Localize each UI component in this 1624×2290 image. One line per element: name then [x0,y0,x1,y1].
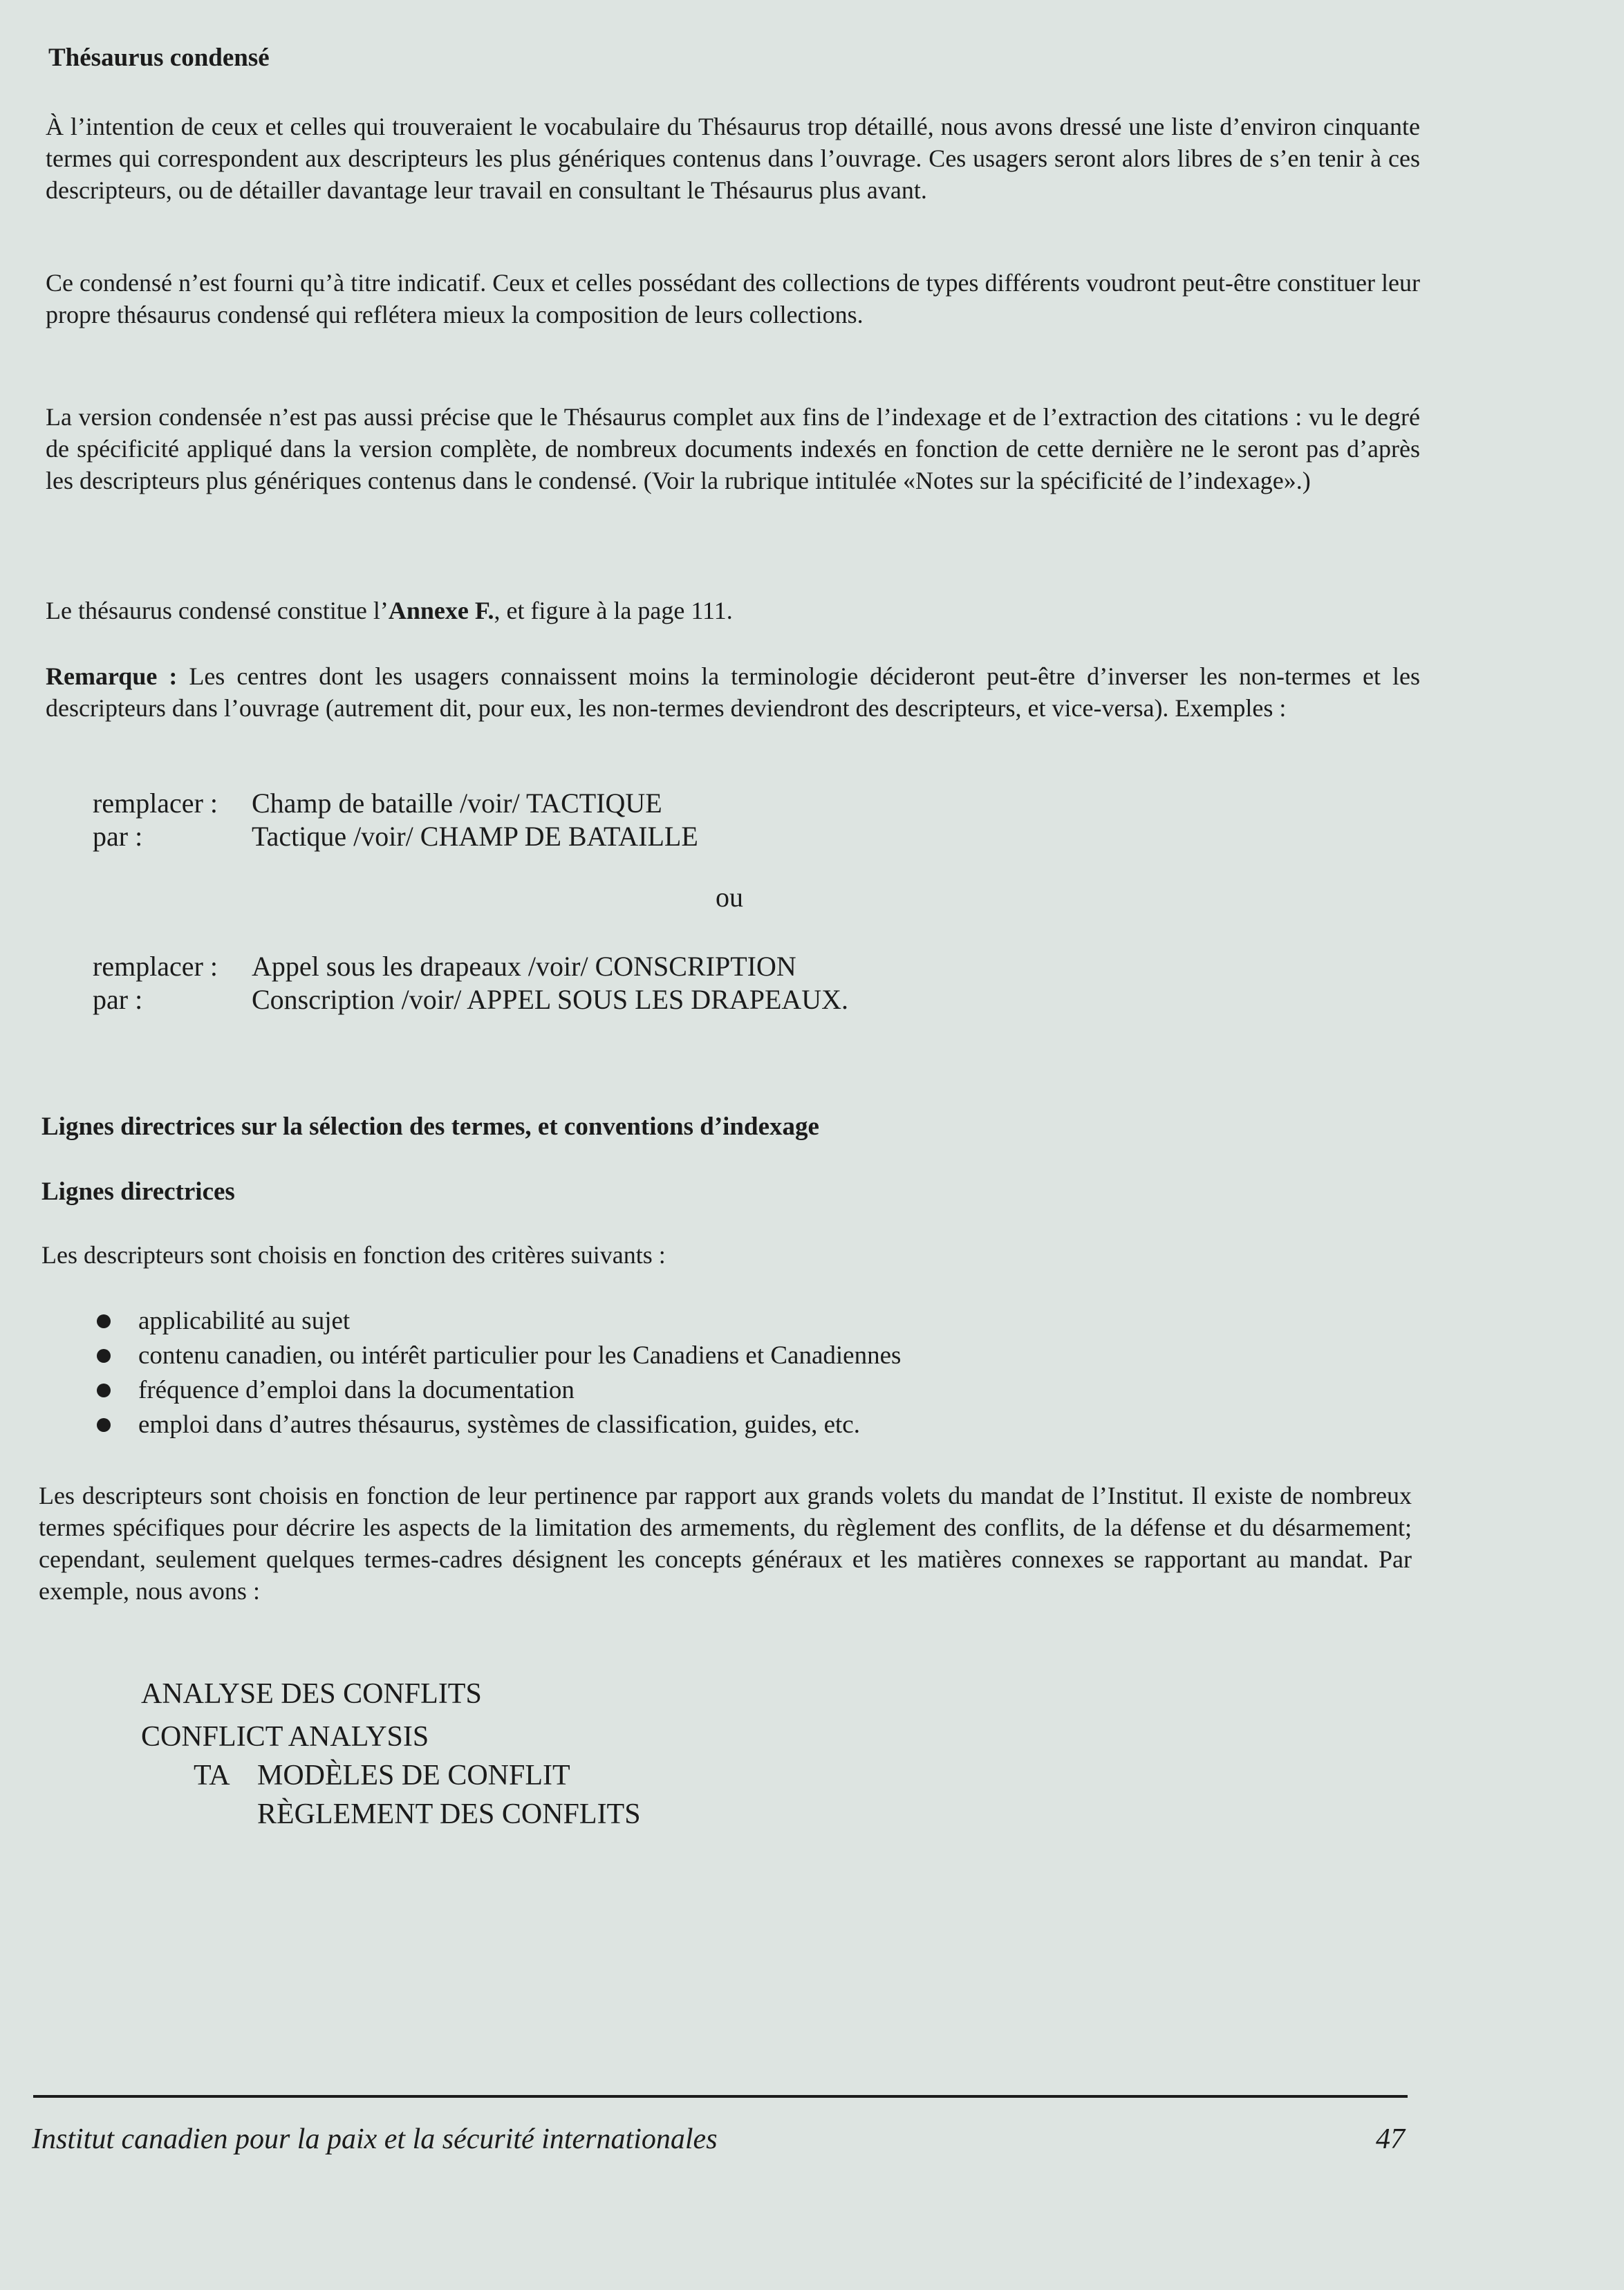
footer-divider [33,2095,1408,2098]
paragraph-version-condensee: La version condensée n’est pas aussi précise que le Thésaurus complet aux fins de l’indexage et de l’extraction des citations : vu le degré de spécificité appliqué dans la version complète, de nombreux documents indexés en fonction de cette dernière ne le seront pas d’après les descripteurs plus génériques contenus dans le condensé. (Voir la rubrique intitulée «Notes sur la spécificité de l’indexage».) [46,403,1420,494]
criteria-item-text: emploi dans d’autres thésaurus, systèmes de classification, guides, etc. [138,1411,860,1439]
remarque-label: Remarque : [46,662,178,690]
criteria-item-text: contenu canadien, ou intérêt particulier pour les Canadiens et Canadiennes [138,1341,902,1370]
footer-institute: Institut canadien pour la paix et la sécurité internationales [32,2123,718,2155]
term-example-ta-label: TA [194,1760,230,1791]
paragraph-pertinence: Les descripteurs sont choisis en fonction de leur pertinence par rapport aux grands volets du mandat de l’Institut. Il existe de nombreux termes spécifiques pour décrire les aspects de la limitation des armements, du règlement des conflits, de la défense et du désarmement; cependant, seulement quelques termes-cadres désignent les concepts généraux et les matières connexes se rapportant au mandat. Par exemple, nous avons : [39,1482,1412,1605]
section-heading-lignes-selection: Lignes directrices sur la sélection des termes, et conventions d’indexage [41,1113,819,1141]
paragraph-criteres: Les descripteurs sont choisis en fonction des critères suivants : [41,1241,666,1269]
example2-line1 [93,950,796,983]
annexe-text-before: Le thésaurus condensé constitue l’ [46,597,389,624]
separator-ou: ou [716,882,743,913]
criteria-item [90,1408,1403,1442]
bullet-icon [97,1314,111,1328]
term-example-ta-2: RÈGLEMENT DES CONFLITS [257,1798,641,1830]
annexe-reference: Annexe F. [388,597,494,624]
criteria-list [90,1304,1403,1442]
example2-line2 [93,983,848,1016]
bullet-icon [97,1384,111,1397]
section-heading-lignes-directrices: Lignes directrices [41,1177,235,1206]
remarque-text: Les centres dont les usagers connaissent moins la terminologie décideront peut-être d’inverser les non-termes et les descripteurs dans l’ouvrage (autrement dit, pour eux, les non-termes deviendront des descripteurs, et vice-versa). Exemples : [46,662,1420,722]
example1-text-remplacer: Champ de bataille /voir/ TACTIQUE [252,788,662,819]
example1-text-par: Tactique /voir/ CHAMP DE BATAILLE [252,821,698,852]
criteria-item [90,1304,1403,1339]
example1-label-par: par : [93,821,143,852]
example2-text-remplacer: Appel sous les drapeaux /voir/ CONSCRIPTION [252,951,796,982]
bullet-icon [97,1349,111,1363]
criteria-item-text: applicabilité au sujet [138,1307,351,1335]
paragraph-intro: À l’intention de ceux et celles qui trouveraient le vocabulaire du Thésaurus trop détaillé, nous avons dressé une liste d’environ cinquante termes qui correspondent aux descripteurs les plus génériques contenus dans l’ouvrage. Ces usagers seront alors libres de s’en tenir à ces descripteurs, ou de détailler davantage leur travail en consultant le Thésaurus plus avant. [46,113,1420,204]
example2-label-par: par : [93,984,143,1015]
paragraph-annexe [46,595,1420,626]
term-example-english: CONFLICT ANALYSIS [141,1721,429,1753]
term-example-ta-1: MODÈLES DE CONFLIT [257,1760,570,1791]
criteria-item [90,1339,1403,1373]
example1-line2 [93,820,698,853]
example1-label-remplacer: remplacer : [93,788,218,819]
paragraph-indicatif: Ce condensé n’est fourni qu’à titre indicatif. Ceux et celles possédant des collections de types différents voudront peut-être constituer leur propre thésaurus condensé qui reflétera mieux la composition de leurs collections. [46,269,1420,328]
example1-line1 [93,787,662,820]
bullet-icon [97,1418,111,1432]
term-example-main: ANALYSE DES CONFLITS [141,1678,482,1710]
criteria-item [90,1373,1403,1408]
footer-page-number: 47 [1376,2123,1405,2155]
annexe-text-after: , et figure à la page 111. [494,597,733,624]
section-heading-thesaurus-condense: Thésaurus condensé [48,44,270,72]
example2-label-remplacer: remplacer : [93,951,218,982]
example2-text-par: Conscription /voir/ APPEL SOUS LES DRAPEAUX. [252,984,849,1015]
criteria-item-text: fréquence d’emploi dans la documentation [138,1376,575,1404]
paragraph-remarque [46,660,1420,724]
